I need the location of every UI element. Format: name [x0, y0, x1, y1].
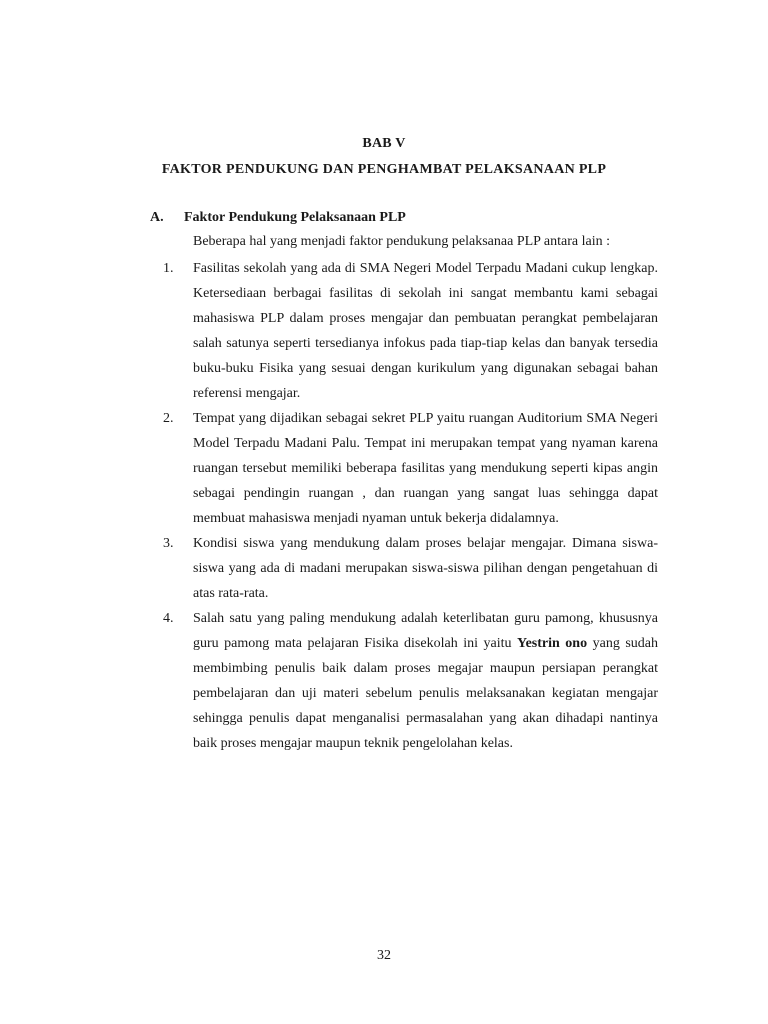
page-number: 32	[377, 948, 391, 963]
section-title: Faktor Pendukung Pelaksanaan PLP	[184, 210, 406, 225]
chapter-number: BAB V	[362, 136, 406, 151]
list-item-text: Fasilitas sekolah yang ada di SMA Negeri Model Terpadu Madani cukup lengkap. Ketersediaan berbagai fasilitas di sekolah ini sangat membantu kami sebagai mahasiswa PLP dalam proses mengajar dan pembuatan perangkat pembelajaran salah satunya seperti tersedianya infokus pada tiap-tiap kelas dan banyak tersedia buku-buku Fisika yang sesuai dengan kurikulum yang digunakan sebagai bahan referensi mengajar.	[193, 261, 658, 401]
list-item-number: 2.	[163, 411, 174, 426]
list-item-text-start: Salah satu yang paling mendukung adalah keterlibatan guru pamong, khususnya guru pamong mata pelajaran Fisika disekolah ini yaitu	[193, 611, 658, 651]
section-intro: Beberapa hal yang menjadi faktor pendukung pelaksanaa PLP antara lain :	[193, 234, 610, 249]
list-item	[163, 531, 658, 606]
teacher-name: Yestrin ono	[517, 636, 588, 651]
section-letter: A.	[150, 210, 164, 225]
list-item-text-end: yang sudah membimbing penulis baik dalam proses megajar maupun persiapan perangkat pembelajaran dan uji materi sebelum penulis melaksanakan kegiatan mengajar sehingga penulis dapat menganalisi permasalahan yang akan dihadapi nantinya baik proses mengajar maupun teknik pengelolahan kelas.	[193, 636, 658, 751]
list-item	[163, 606, 658, 756]
list-item-number: 3.	[163, 536, 174, 551]
list-item-number: 1.	[163, 261, 174, 276]
list-item	[163, 256, 658, 406]
list-item-text	[193, 606, 658, 756]
list-item	[163, 406, 658, 531]
section-heading	[150, 210, 406, 226]
list-item-number: 4.	[163, 611, 174, 626]
numbered-list	[163, 256, 658, 756]
list-item-text: Tempat yang dijadikan sebagai sekret PLP yaitu ruangan Auditorium SMA Negeri Model Terpadu Madani Palu. Tempat ini merupakan tempat yang nyaman karena ruangan tersebut memiliki beberapa fasilitas yang mendukung seperti kipas angin sebagai pendingin ruangan , dan ruangan yang sangat luas sehingga dapat membuat mahasiswa menjadi nyaman untuk bekerja didalamnya.	[193, 411, 658, 526]
chapter-title: FAKTOR PENDUKUNG DAN PENGHAMBAT PELAKSANAAN PLP	[161, 162, 607, 177]
list-item-text: Kondisi siswa yang mendukung dalam proses belajar mengajar. Dimana siswa-siswa yang ada di madani merupakan siswa-siswa pilihan dengan pengetahuan di atas rata-rata.	[193, 536, 658, 601]
